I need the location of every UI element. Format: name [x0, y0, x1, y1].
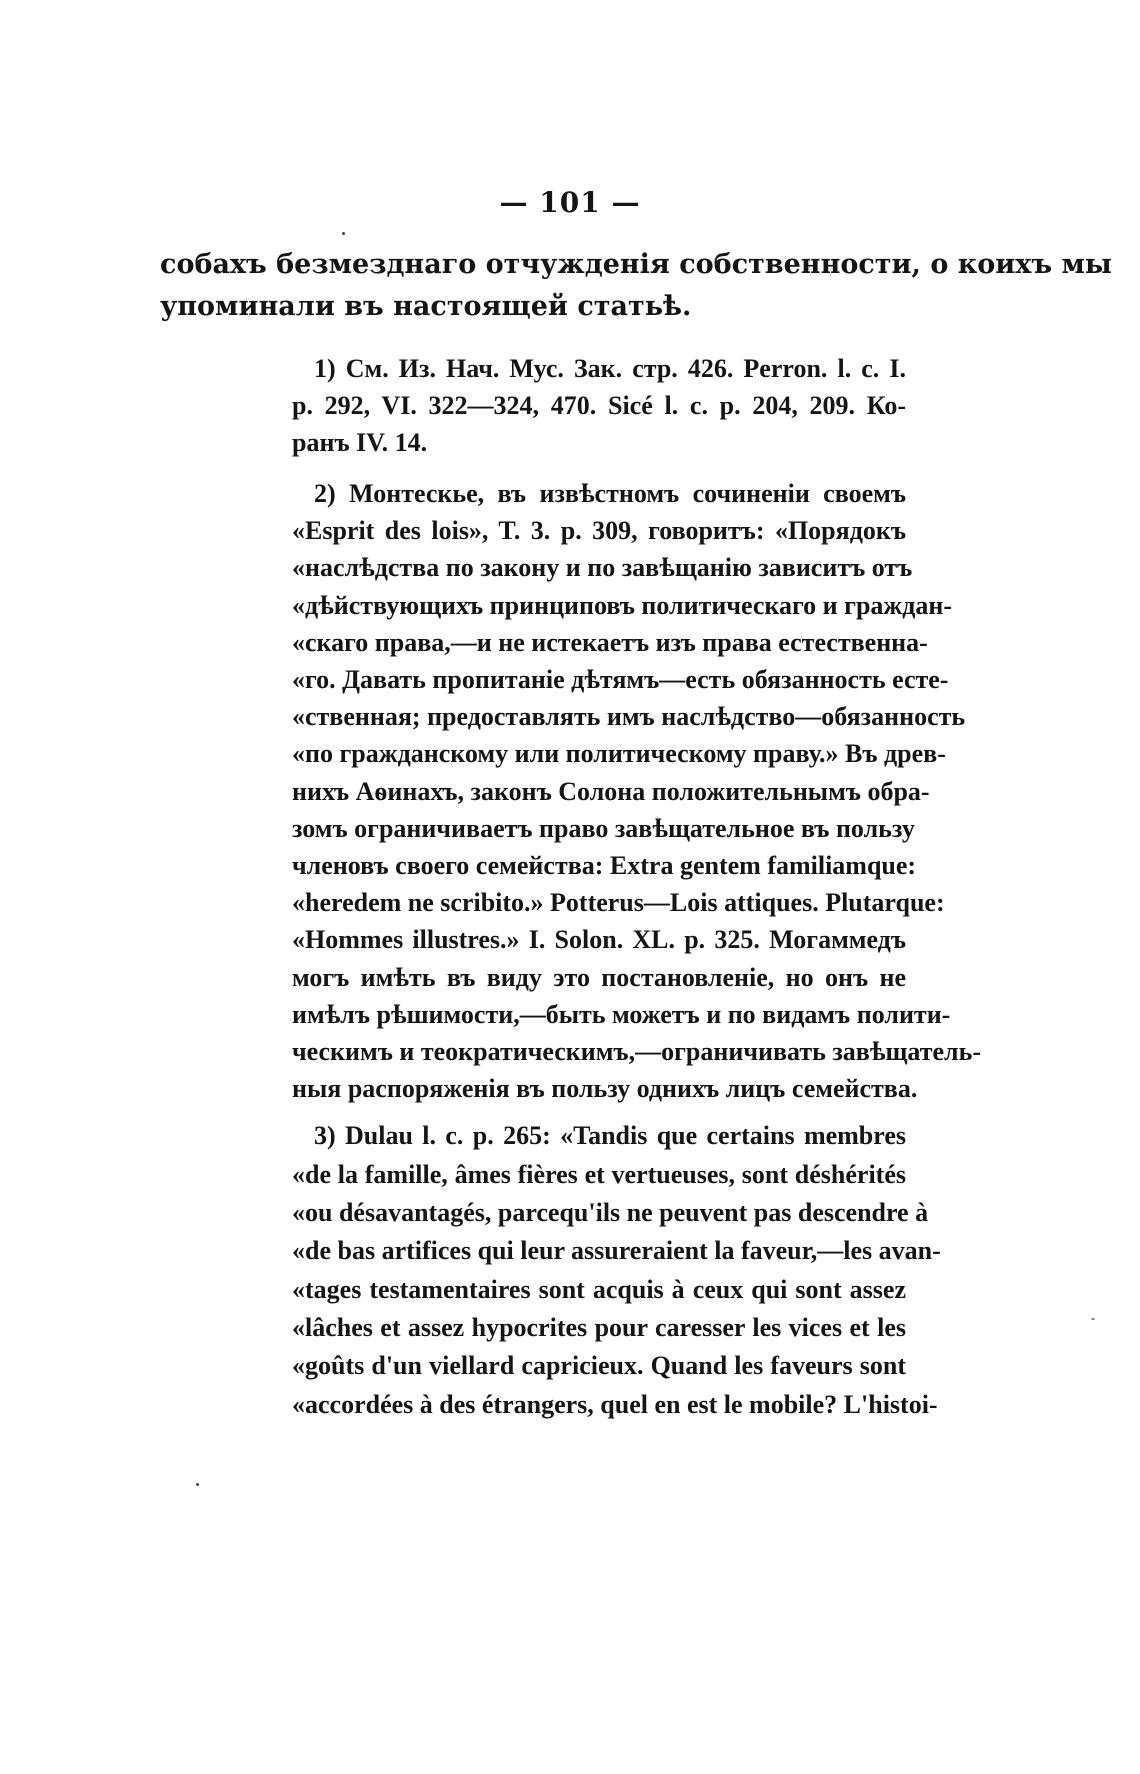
footnote-line: «го. Давать пропитаніе дѣтямъ—есть обязанность есте- — [292, 665, 949, 695]
print-speck — [1091, 1318, 1095, 1320]
footnote-line: «ou désavantagés, parcequ'ils ne peuvent pas descendre à — [292, 1198, 929, 1228]
footnote-line: «goûts d'un viellard capricieux. Quand les faveurs sont — [292, 1351, 906, 1381]
page-number: — 101 — — [499, 186, 641, 219]
footnote-line: «heredem ne scribito.» Potterus—Lois attiques. Plutarque: — [292, 888, 945, 918]
footnote-line: «lâches et assez hypocrites pour caresser les vices et les — [292, 1312, 906, 1342]
footnote-line: «accordées à des étrangers, quel en est le mobile? L'histoi- — [292, 1389, 938, 1419]
footnote-line: 1) См. Из. Нач. Мус. Зак. стр. 426. Perron. l. c. I. — [314, 354, 906, 383]
footnotes — [292, 350, 982, 1424]
footnote-line: «Esprit des lois», T. 3. p. 309, говоритъ: «Порядокъ — [292, 516, 906, 546]
footnote-line: «по гражданскому или политическому праву.» Въ древ- — [292, 739, 946, 769]
footnote-line: «de la famille, âmes fières et vertueuses, sont déshérités — [292, 1159, 906, 1189]
footnote-line: «ственная; предоставлять имъ наслѣдство—обязанность — [292, 702, 966, 732]
main-text-block — [160, 244, 1113, 328]
footnote-line: «скаго права,—и не истекаетъ изъ права естественна- — [292, 627, 928, 657]
print-speck — [196, 1483, 199, 1486]
footnote-line: «tages testamentaires sont acquis à ceux qui sont assez — [292, 1274, 906, 1304]
footnote-line: ныя распоряженія въ пользу однихъ лицъ семейства. — [292, 1074, 918, 1104]
footnote-2 — [292, 475, 982, 1107]
footnote-line: «наслѣдства по закону и по завѣщанію зависитъ отъ — [292, 553, 913, 583]
footnote-line: 3) Dulau l. c. p. 265: «Tandis que certains membres — [314, 1121, 906, 1151]
footnote-line: членовъ своего семейства: Extra gentem familiamque: — [292, 851, 917, 881]
footnote-line: «дѣйствующихъ принциповъ политическаго и граждан- — [292, 590, 953, 620]
main-text-line: собахъ безмезднаго отчужденія собственности, о коихъ мы — [160, 249, 1113, 280]
footnote-line: имѣлъ рѣшимости,—быть можетъ и по видамъ полити- — [292, 999, 951, 1029]
footnote-line: p. 292, VI. 322—324, 470. Sicé l. c. p. 204, 209. Ко- — [292, 391, 906, 420]
main-text-line: упоминали въ настоящей статьѣ. — [160, 291, 692, 322]
footnote-line: зомъ ограничиваетъ право завѣщательное въ пользу — [292, 813, 915, 843]
footnote-1 — [292, 350, 906, 461]
footnote-line: 2) Монтескье, въ извѣстномъ сочиненіи своемъ — [314, 479, 906, 508]
print-speck — [342, 232, 345, 235]
footnote-3 — [292, 1117, 941, 1423]
footnote-line: нихъ Аѳинахъ, законъ Солона положительнымъ обра- — [292, 776, 930, 806]
footnote-line: могъ имѣть въ виду это постановленіе, но онъ не — [292, 962, 906, 992]
footnote-line: ранъ IV. 14. — [292, 428, 428, 457]
footnote-line: ческимъ и теократическимъ,—ограничивать завѣщатель- — [292, 1037, 982, 1067]
footnote-line: «Hommes illustres.» I. Solon. XL. p. 325. Могаммедъ — [292, 925, 906, 955]
footnote-line: «de bas artifices qui leur assureraient la faveur,—les avan- — [292, 1236, 941, 1266]
